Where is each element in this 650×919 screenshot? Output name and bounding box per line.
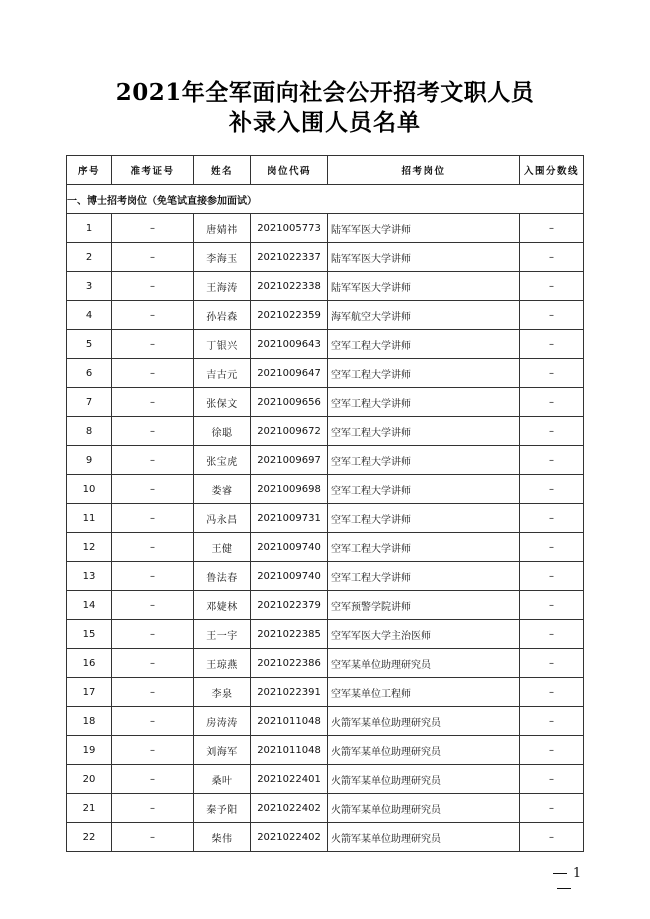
cell-ticket: – — [112, 446, 194, 475]
cell-position: 空军工程大学讲师 — [328, 475, 520, 504]
cell-code: 2021022337 — [251, 243, 328, 272]
cell-code: 2021022386 — [251, 649, 328, 678]
cell-name: 王海涛 — [194, 272, 251, 301]
cell-cutoff: – — [520, 620, 584, 649]
cell-cutoff: – — [520, 272, 584, 301]
cell-code: 2021009697 — [251, 446, 328, 475]
cell-ticket: – — [112, 417, 194, 446]
cell-cutoff: – — [520, 301, 584, 330]
cell-name: 徐聪 — [194, 417, 251, 446]
cell-ticket: – — [112, 765, 194, 794]
cell-code: 2021005773 — [251, 214, 328, 243]
cell-position: 空军工程大学讲师 — [328, 446, 520, 475]
cell-ticket: – — [112, 272, 194, 301]
table-row — [67, 649, 584, 678]
cell-ticket: – — [112, 794, 194, 823]
table-row — [67, 214, 584, 243]
cell-seq: 8 — [67, 417, 112, 446]
cell-seq: 12 — [67, 533, 112, 562]
cell-cutoff: – — [520, 562, 584, 591]
cell-code: 2021009740 — [251, 533, 328, 562]
cell-ticket: – — [112, 388, 194, 417]
cell-ticket: – — [112, 243, 194, 272]
column-header-name: 姓名 — [194, 156, 251, 185]
cell-position: 空军工程大学讲师 — [328, 330, 520, 359]
cell-position: 空军工程大学讲师 — [328, 359, 520, 388]
column-header-cutoff: 入围分数线 — [520, 156, 584, 185]
cell-seq: 9 — [67, 446, 112, 475]
page-number — [534, 866, 594, 896]
cell-cutoff: – — [520, 707, 584, 736]
cell-ticket: – — [112, 359, 194, 388]
cell-position: 空军预警学院讲师 — [328, 591, 520, 620]
candidate-table — [66, 155, 584, 852]
cell-name: 孙岩森 — [194, 301, 251, 330]
section-title: 一、博士招考岗位（免笔试直接参加面试） — [67, 185, 584, 214]
cell-name: 鲁法春 — [194, 562, 251, 591]
table-row — [67, 301, 584, 330]
cell-seq: 7 — [67, 388, 112, 417]
cell-seq: 13 — [67, 562, 112, 591]
document-subtitle: 补录入围人员名单 — [229, 109, 421, 136]
table-row — [67, 330, 584, 359]
table-row — [67, 533, 584, 562]
cell-ticket: – — [112, 504, 194, 533]
cell-code: 2021009731 — [251, 504, 328, 533]
cell-name: 房涛涛 — [194, 707, 251, 736]
cell-ticket: – — [112, 823, 194, 852]
table-row — [67, 417, 584, 446]
cell-position: 空军工程大学讲师 — [328, 388, 520, 417]
cell-cutoff: – — [520, 765, 584, 794]
cell-ticket: – — [112, 533, 194, 562]
cell-cutoff: – — [520, 794, 584, 823]
cell-ticket: – — [112, 301, 194, 330]
cell-code: 2021022359 — [251, 301, 328, 330]
table-row — [67, 794, 584, 823]
cell-name: 王琼燕 — [194, 649, 251, 678]
cell-ticket: – — [112, 330, 194, 359]
table-row — [67, 359, 584, 388]
cell-seq: 20 — [67, 765, 112, 794]
cell-cutoff: – — [520, 504, 584, 533]
cell-name: 张保文 — [194, 388, 251, 417]
cell-ticket: – — [112, 707, 194, 736]
cell-name: 秦予阳 — [194, 794, 251, 823]
cell-code: 2021009656 — [251, 388, 328, 417]
table-row — [67, 823, 584, 852]
table-row — [67, 475, 584, 504]
cell-ticket: – — [112, 214, 194, 243]
column-header-ticket: 准考证号 — [112, 156, 194, 185]
cell-ticket: – — [112, 591, 194, 620]
cell-ticket: – — [112, 678, 194, 707]
cell-cutoff: – — [520, 417, 584, 446]
cell-cutoff: – — [520, 214, 584, 243]
table-row — [67, 591, 584, 620]
cell-name: 张宝虎 — [194, 446, 251, 475]
cell-position: 火箭军某单位助理研究员 — [328, 707, 520, 736]
table-row — [67, 243, 584, 272]
cell-cutoff: – — [520, 475, 584, 504]
table-header-row — [67, 156, 584, 185]
cell-seq: 6 — [67, 359, 112, 388]
cell-name: 桑叶 — [194, 765, 251, 794]
table-row — [67, 562, 584, 591]
table-row — [67, 620, 584, 649]
cell-name: 刘海军 — [194, 736, 251, 765]
cell-name: 丁银兴 — [194, 330, 251, 359]
cell-cutoff: – — [520, 243, 584, 272]
cell-code: 2021009643 — [251, 330, 328, 359]
cell-cutoff: – — [520, 649, 584, 678]
cell-code: 2021022385 — [251, 620, 328, 649]
cell-code: 2021011048 — [251, 736, 328, 765]
cell-code: 2021011048 — [251, 707, 328, 736]
cell-seq: 18 — [67, 707, 112, 736]
column-header-position: 招考岗位 — [328, 156, 520, 185]
cell-cutoff: – — [520, 388, 584, 417]
cell-code: 2021009698 — [251, 475, 328, 504]
cell-name: 李海玉 — [194, 243, 251, 272]
cell-position: 空军某单位助理研究员 — [328, 649, 520, 678]
cell-position: 陆军军医大学讲师 — [328, 243, 520, 272]
cell-ticket: – — [112, 562, 194, 591]
cell-seq: 14 — [67, 591, 112, 620]
cell-cutoff: – — [520, 533, 584, 562]
table-row — [67, 504, 584, 533]
cell-name: 柴伟 — [194, 823, 251, 852]
cell-cutoff: – — [520, 823, 584, 852]
table-row — [67, 678, 584, 707]
table-row — [67, 765, 584, 794]
cell-seq: 5 — [67, 330, 112, 359]
section-row — [67, 185, 584, 214]
cell-name: 李泉 — [194, 678, 251, 707]
cell-seq: 22 — [67, 823, 112, 852]
cell-code: 2021009740 — [251, 562, 328, 591]
cell-name: 王一宇 — [194, 620, 251, 649]
cell-cutoff: – — [520, 678, 584, 707]
cell-cutoff: – — [520, 736, 584, 765]
cell-position: 空军军医大学主治医师 — [328, 620, 520, 649]
cell-ticket: – — [112, 736, 194, 765]
cell-ticket: – — [112, 649, 194, 678]
cell-cutoff: – — [520, 591, 584, 620]
cell-name: 吉古元 — [194, 359, 251, 388]
document-title: 2021年全军面向社会公开招考文职人员 — [115, 79, 535, 106]
page-dash-left — [553, 873, 567, 874]
cell-seq: 15 — [67, 620, 112, 649]
cell-code: 2021009647 — [251, 359, 328, 388]
cell-code: 2021009672 — [251, 417, 328, 446]
cell-position: 空军工程大学讲师 — [328, 562, 520, 591]
cell-position: 火箭军某单位助理研究员 — [328, 736, 520, 765]
cell-cutoff: – — [520, 359, 584, 388]
cell-seq: 17 — [67, 678, 112, 707]
cell-position: 空军工程大学讲师 — [328, 533, 520, 562]
cell-code: 2021022402 — [251, 823, 328, 852]
cell-position: 火箭军某单位助理研究员 — [328, 765, 520, 794]
cell-name: 王健 — [194, 533, 251, 562]
table-row — [67, 446, 584, 475]
cell-code: 2021022379 — [251, 591, 328, 620]
cell-ticket: – — [112, 475, 194, 504]
cell-seq: 3 — [67, 272, 112, 301]
cell-position: 火箭军某单位助理研究员 — [328, 823, 520, 852]
table-row — [67, 736, 584, 765]
cell-cutoff: – — [520, 446, 584, 475]
table-row — [67, 272, 584, 301]
cell-seq: 21 — [67, 794, 112, 823]
column-header-code: 岗位代码 — [251, 156, 328, 185]
cell-position: 陆军军医大学讲师 — [328, 272, 520, 301]
cell-seq: 16 — [67, 649, 112, 678]
cell-name: 娄睿 — [194, 475, 251, 504]
cell-position: 海军航空大学讲师 — [328, 301, 520, 330]
cell-position: 空军工程大学讲师 — [328, 417, 520, 446]
cell-position: 空军某单位工程师 — [328, 678, 520, 707]
cell-name: 冯永昌 — [194, 504, 251, 533]
page-dash-right — [557, 888, 571, 889]
cell-position: 火箭军某单位助理研究员 — [328, 794, 520, 823]
cell-seq: 19 — [67, 736, 112, 765]
cell-name: 邓婕林 — [194, 591, 251, 620]
cell-seq: 10 — [67, 475, 112, 504]
table-row — [67, 707, 584, 736]
cell-seq: 2 — [67, 243, 112, 272]
cell-code: 2021022338 — [251, 272, 328, 301]
cell-seq: 4 — [67, 301, 112, 330]
cell-name: 唐婧祎 — [194, 214, 251, 243]
table-row — [67, 388, 584, 417]
cell-seq: 1 — [67, 214, 112, 243]
cell-cutoff: – — [520, 330, 584, 359]
cell-code: 2021022402 — [251, 794, 328, 823]
cell-code: 2021022391 — [251, 678, 328, 707]
cell-position: 空军工程大学讲师 — [328, 504, 520, 533]
cell-position: 陆军军医大学讲师 — [328, 214, 520, 243]
cell-ticket: – — [112, 620, 194, 649]
column-header-seq: 序号 — [67, 156, 112, 185]
cell-code: 2021022401 — [251, 765, 328, 794]
page-number-value: 1 — [572, 866, 582, 881]
cell-seq: 11 — [67, 504, 112, 533]
